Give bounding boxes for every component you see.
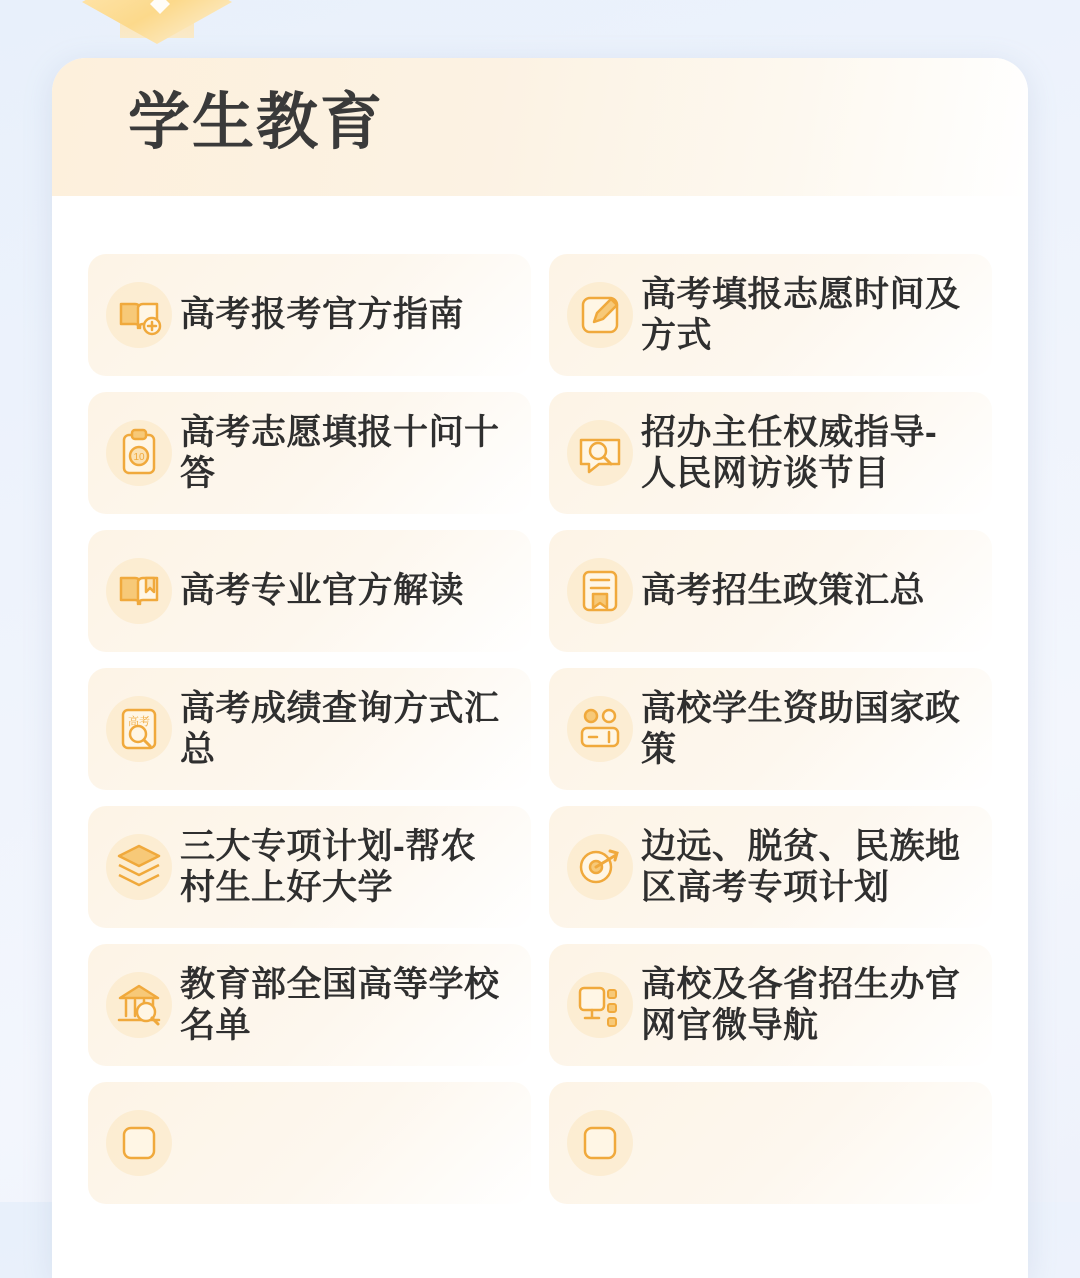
link-tile[interactable] [549,530,992,652]
link-tile[interactable] [88,392,531,514]
link-tile[interactable] [88,806,531,928]
link-tile[interactable] [549,1082,992,1204]
target-arrow-icon [563,830,637,904]
layers-icon [102,830,176,904]
link-tile-label: 教育部全国高等学校名单 [180,964,500,1045]
link-tile[interactable] [549,392,992,514]
link-tile[interactable] [88,668,531,790]
placeholder-icon [563,1106,637,1180]
link-tile[interactable] [549,806,992,928]
link-tile-label: 招办主任权威指导-人民网访谈节目 [641,412,938,493]
link-tile-label: 三大专项计划-帮农村生上好大学 [180,826,477,907]
clipboard-qa-icon [102,416,176,490]
link-tile[interactable] [88,530,531,652]
link-tile[interactable] [88,1082,531,1204]
placeholder-icon [102,1106,176,1180]
link-tile-label: 高校及各省招生办官网官微导航 [641,964,961,1045]
link-tile-label: 高校学生资助国家政策 [641,688,961,769]
svg-text:10: 10 [133,452,145,463]
score-search-icon [102,692,176,766]
link-tile-label: 高考专业官方解读 [180,571,465,611]
open-book-icon [102,278,176,352]
institution-search-icon [102,968,176,1042]
link-tile-label: 边远、脱贫、民族地区高考专项计划 [641,826,961,907]
policy-document-icon [563,554,637,628]
edit-pencil-icon [563,278,637,352]
link-tile-label: 高考志愿填报十问十答 [180,412,500,493]
link-tile[interactable] [549,254,992,376]
student-education-card [52,58,1028,1278]
link-tile[interactable] [549,944,992,1066]
link-tile-label: 高考成绩查询方式汇总 [180,688,500,769]
link-tile-label: 高考填报志愿时间及方式 [641,274,961,355]
page-title: 学生教育 [128,88,385,157]
link-tile-grid [88,254,992,1204]
link-tile[interactable] [88,944,531,1066]
monitor-grid-icon [563,968,637,1042]
card-header [52,58,1028,196]
book-bookmark-icon [102,554,176,628]
link-tile[interactable] [549,668,992,790]
link-tile[interactable] [88,254,531,376]
money-support-icon [563,692,637,766]
link-tile-label: 高考招生政策汇总 [641,571,926,611]
svg-text:高考: 高考 [128,716,150,728]
speech-search-icon [563,416,637,490]
link-tile-label: 高考报考官方指南 [180,295,465,335]
